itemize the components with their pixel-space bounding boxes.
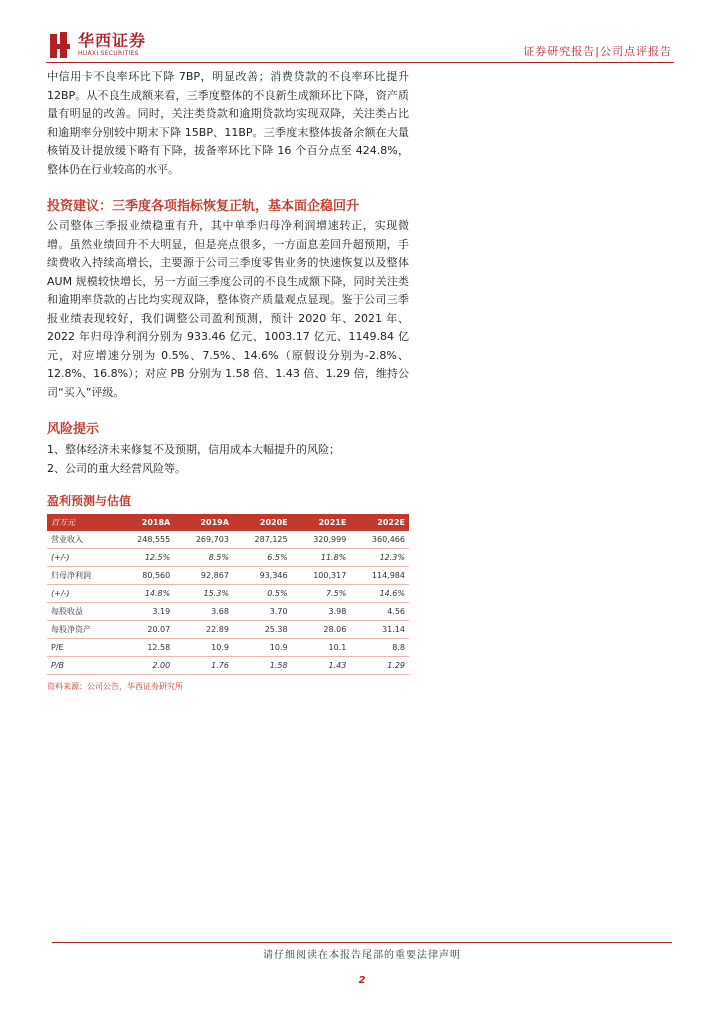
report-type: 证券研究报告|公司点评报告 xyxy=(523,45,672,58)
page-number: 2 xyxy=(358,975,366,986)
column-header: 2019A xyxy=(174,514,233,531)
huaxi-logo-icon xyxy=(50,32,72,58)
table-cell: 114,984 xyxy=(350,567,409,585)
row-label: 每股净资产 xyxy=(47,621,116,639)
table-row xyxy=(47,567,409,585)
table-cell: 15.3% xyxy=(174,585,233,603)
main-content xyxy=(47,68,409,692)
table-cell: 100,317 xyxy=(292,567,351,585)
table-cell: 248,555 xyxy=(116,531,175,549)
footer-divider xyxy=(52,942,672,943)
table-row xyxy=(47,531,409,549)
column-header: 2018A xyxy=(116,514,175,531)
table-cell: 1.58 xyxy=(233,657,292,675)
table-row xyxy=(47,639,409,657)
table-cell: 3.98 xyxy=(292,603,351,621)
table-row xyxy=(47,657,409,675)
row-label: 每股收益 xyxy=(47,603,116,621)
page-header xyxy=(0,0,724,66)
table-row xyxy=(47,621,409,639)
table-cell: 10.9 xyxy=(174,639,233,657)
table-cell: 93,346 xyxy=(233,567,292,585)
table-cell: 360,466 xyxy=(350,531,409,549)
table-cell: 20.07 xyxy=(116,621,175,639)
risk-item: 2、公司的重大经营风险等。 xyxy=(47,462,186,475)
table-cell: 0.5% xyxy=(233,585,292,603)
risk-item: 1、整体经济未来修复不及预期，信用成本大幅提升的风险； xyxy=(47,443,340,456)
table-cell: 1.29 xyxy=(350,657,409,675)
row-label: (+/-) xyxy=(47,585,116,603)
row-label: P/E xyxy=(47,639,116,657)
forecast-table xyxy=(47,514,409,675)
column-header: 2022E xyxy=(350,514,409,531)
table-cell: 92,867 xyxy=(174,567,233,585)
table-cell: 12.5% xyxy=(116,549,175,567)
table-cell: 10.1 xyxy=(292,639,351,657)
table-cell: 28.06 xyxy=(292,621,351,639)
table-cell: 8.5% xyxy=(174,549,233,567)
table-cell: 269,703 xyxy=(174,531,233,549)
investment-advice-text: 公司整体三季报业绩稳重有升，其中单季归母净利润增速转正，实现微增。虽然业绩回升不大明显，但是亮点很多，一方面息差回升超预期，手续费收入持续高增长，主要源于公司三季度零售业务的快速恢复以及整体 AUM 规模较快增长，另一方面三季度公司的不良生成额下降，同时关注类和逾期率贷款的占比均实现双降，整体资产质量观点显现。鉴于公司三季报业绩表现较好，我们调整公司盈利预测，预计 2020 年、2021 年、2022 年归母净利润分别为 933.46 亿元、1003.17 亿元、1149.84 亿元，对应增速分别为 0.5%、7.5%、14.6%（原假设分别为-2.8%、12.8%、16.8%）；对应 PB 分别为 1.58 倍、1.43 倍、1.29 倍，维持公司“买入”评级。 xyxy=(47,219,409,399)
forecast-table-title: 盈利预测与估值 xyxy=(47,494,132,508)
table-cell: 6.5% xyxy=(233,549,292,567)
table-row xyxy=(47,603,409,621)
column-header: 百万元 xyxy=(47,514,116,531)
table-cell: 320,999 xyxy=(292,531,351,549)
table-cell: 3.68 xyxy=(174,603,233,621)
table-cell: 31.14 xyxy=(350,621,409,639)
investment-advice-title: 投资建议：三季度各项指标恢复正轨，基本面企稳回升 xyxy=(47,199,360,214)
table-cell: 22.89 xyxy=(174,621,233,639)
table-cell: 12.58 xyxy=(116,639,175,657)
table-cell: 287,125 xyxy=(233,531,292,549)
table-cell: 25.38 xyxy=(233,621,292,639)
table-cell: 10.9 xyxy=(233,639,292,657)
table-cell: 4.56 xyxy=(350,603,409,621)
table-row xyxy=(47,549,409,567)
table-cell: 80,560 xyxy=(116,567,175,585)
table-cell: 14.6% xyxy=(350,585,409,603)
legal-disclaimer: 请仔细阅读在本报告尾部的重要法律声明 xyxy=(263,950,461,961)
table-row xyxy=(47,585,409,603)
table-cell: 12.3% xyxy=(350,549,409,567)
table-cell: 1.76 xyxy=(174,657,233,675)
column-header: 2020E xyxy=(233,514,292,531)
table-cell: 14.8% xyxy=(116,585,175,603)
table-cell: 3.70 xyxy=(233,603,292,621)
data-source-note: 资料来源：公司公告，华西证券研究所 xyxy=(47,682,183,691)
row-label: 归母净利润 xyxy=(47,567,116,585)
table-cell: 2.00 xyxy=(116,657,175,675)
risk-title: 风险提示 xyxy=(47,422,100,437)
asset-quality-paragraph: 中信用卡不良率环比下降 7BP，明显改善；消费贷款的不良率环比提升 12BP。从不良生成额来看，三季度整体的不良新生成额环比下降，资产质量有明显的改善。同时，关注类贷款和逾期贷款均实现双降，关注类占比和逾期率分别较中期末下降 15BP、11BP。三季度末整体拔备余额在大量核销及计提放缓下略有下降，拔备率环比下降 16 个百分点至 424.8%，整体仍在行业较高的水平。 xyxy=(47,70,409,176)
table-cell: 11.8% xyxy=(292,549,351,567)
row-label: 营业收入 xyxy=(47,531,116,549)
table-cell: 7.5% xyxy=(292,585,351,603)
header-divider xyxy=(46,62,674,63)
table-cell: 3.19 xyxy=(116,603,175,621)
row-label: (+/-) xyxy=(47,549,116,567)
logo-name-cn: 华西证券 xyxy=(78,31,147,50)
column-header: 2021E xyxy=(292,514,351,531)
table-header-row xyxy=(47,514,409,531)
row-label: P/B xyxy=(47,657,116,675)
company-logo xyxy=(50,32,146,58)
table-cell: 1.43 xyxy=(292,657,351,675)
table-cell: 8.8 xyxy=(350,639,409,657)
logo-name-en: HUAXI SECURITIES xyxy=(78,50,139,57)
